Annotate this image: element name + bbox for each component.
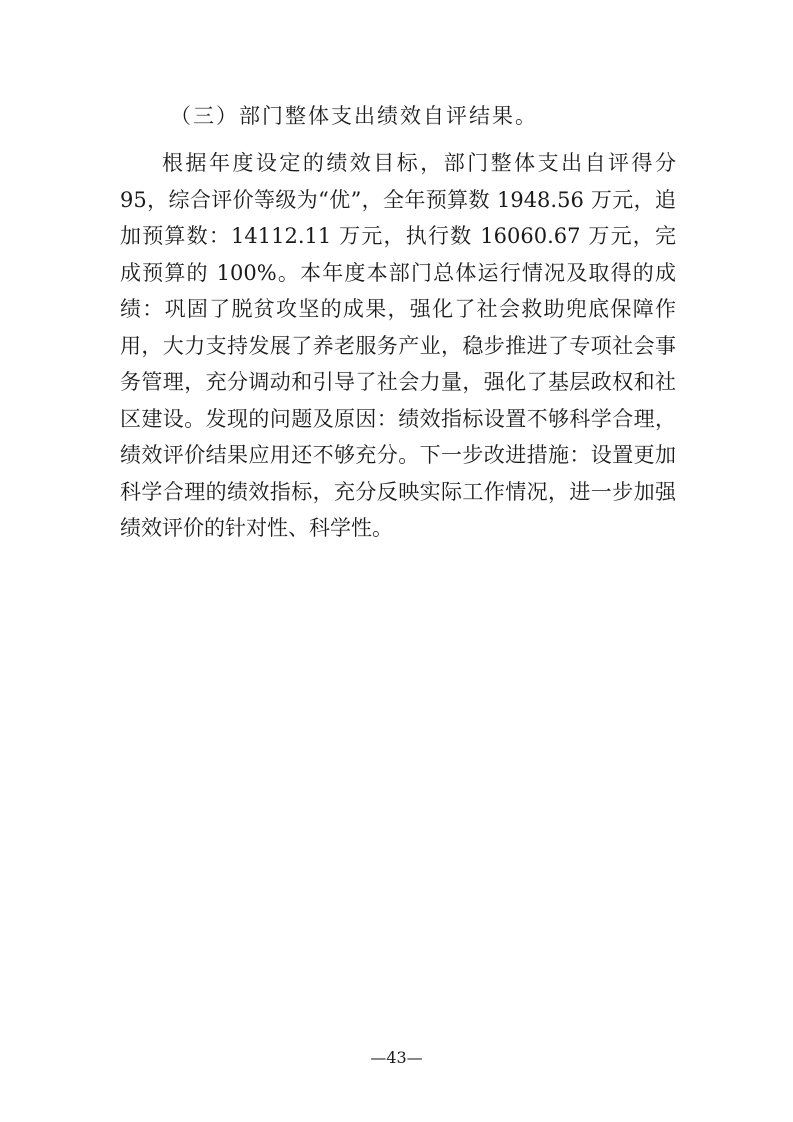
section-heading: （三）部门整体支出绩效自评结果。 <box>170 104 538 128</box>
body-paragraph: 根据年度设定的绩效目标，部门整体支出自评得分 95，综合评价等级为“优”，全年预算数 1948.56 万元，追加预算数：14112.11 万元，执行数 16060.67 万元，完成预算的 100%。本年度本部门总体运行情况及取得的成绩：巩固了脱贫攻坚的成果，强化了社会救助兜底保障作用，大力支持发展了养老服务产业，稳步推进了专项社会事务管理，充分调动和引导了社会力量，强化了基层政权和社区建设。发现的问题及原因：绩效指标设置不够科学合理，绩效评价结果应用还不够充分。下一步改进措施：设置更加科学合理的绩效指标，充分反映实际工作情况，进一步加强绩效评价的针对性、科学性。 <box>120 151 676 540</box>
page-number: —43— <box>370 1048 423 1067</box>
